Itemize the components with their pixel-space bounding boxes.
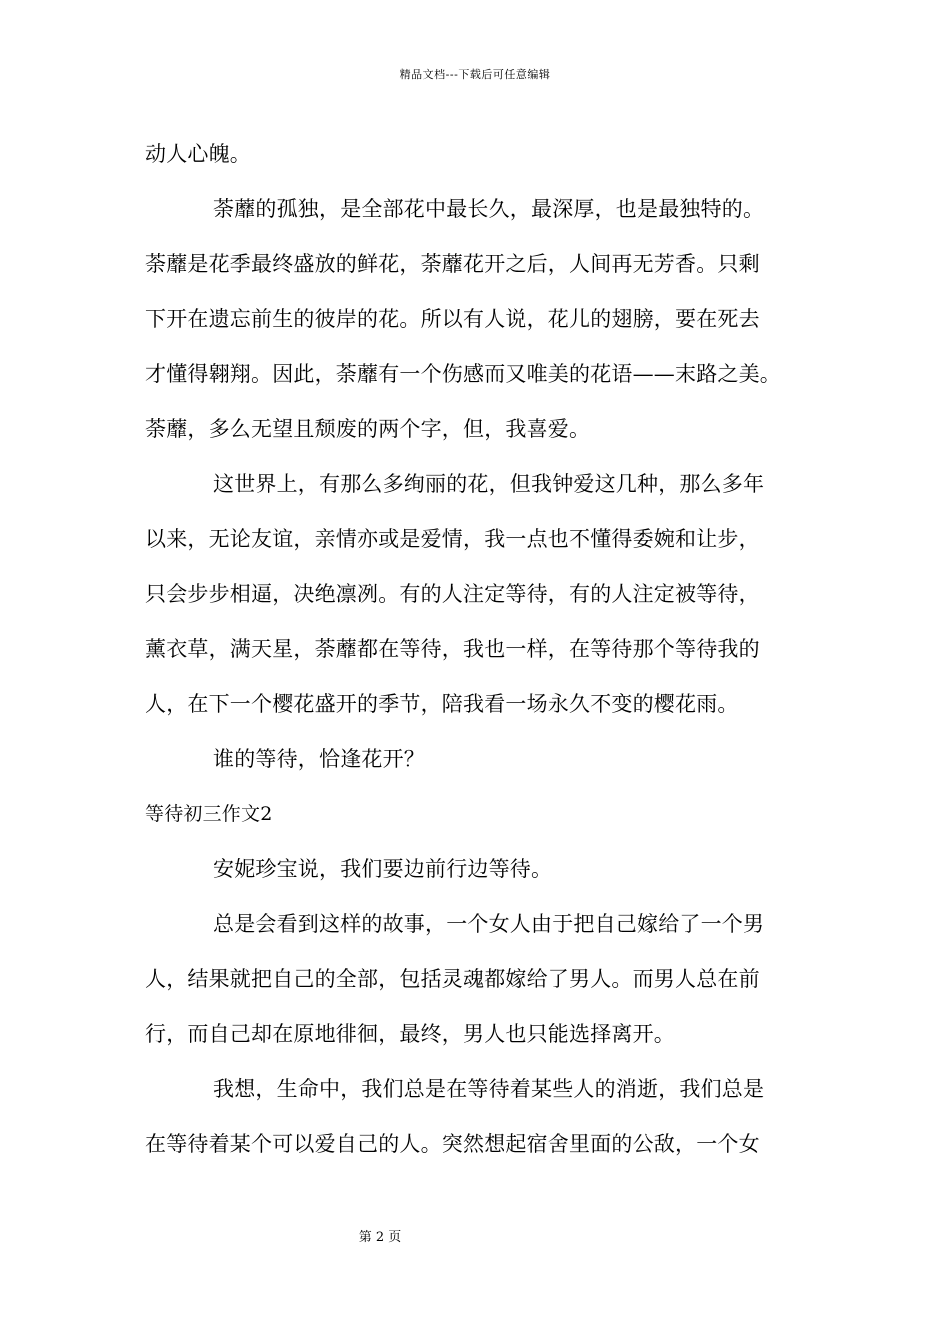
text-line: 在等待着某个可以爱自己的人。突然想起宿舍里面的公敌，一个女	[145, 1132, 760, 1156]
paragraph-start: 谁的等待，恰逢花开？	[213, 747, 425, 771]
page-footer: 第 2 页	[358, 1230, 402, 1245]
text-line: 行，而自己却在原地徘徊，最终，男人也只能选择离开。	[145, 1022, 675, 1046]
text-line: 只会步步相逼，决绝凛冽。有的人注定等待，有的人注定被等待，	[145, 582, 760, 606]
document-body	[145, 127, 810, 1172]
text-line: 薰衣草，满天星，荼蘼都在等待，我也一样，在等待那个等待我的	[145, 637, 760, 661]
paragraph-start: 安妮珍宝说，我们要边前行边等待。	[213, 857, 553, 881]
text-line: 动人心魄。	[145, 142, 251, 166]
paragraph-start: 总是会看到这样的故事，一个女人由于把自己嫁给了一个男	[213, 912, 765, 936]
text-line: 荼蘼，多么无望且颓废的两个字，但，我喜爱。	[145, 417, 591, 441]
section-title: 等待初三作文2	[145, 803, 273, 825]
paragraph-start: 我想，生命中，我们总是在等待着某些人的消逝，我们总是	[213, 1077, 765, 1101]
text-line: 才懂得翱翔。因此，荼蘼有一个伤感而又唯美的花语——末路之美。	[145, 362, 781, 386]
paragraph-start: 荼蘼的孤独，是全部花中最长久，最深厚，也是最独特的。	[213, 197, 765, 221]
text-line: 人，结果就把自己的全部，包括灵魂都嫁给了男人。而男人总在前	[145, 967, 760, 991]
text-line: 下开在遗忘前生的彼岸的花。所以有人说，花儿的翅膀，要在死去	[145, 307, 760, 331]
text-line: 以来，无论友谊，亲情亦或是爱情，我一点也不懂得委婉和让步，	[145, 527, 760, 551]
page-header: 精品文档---下载后可任意编辑	[399, 68, 551, 81]
text-line: 人，在下一个樱花盛开的季节，陪我看一场永久不变的樱花雨。	[145, 692, 739, 716]
text-line: 荼蘼是花季最终盛放的鲜花，荼蘼花开之后，人间再无芳香。只剩	[145, 252, 760, 276]
paragraph-start: 这世界上，有那么多绚丽的花，但我钟爱这几种，那么多年	[213, 472, 765, 496]
